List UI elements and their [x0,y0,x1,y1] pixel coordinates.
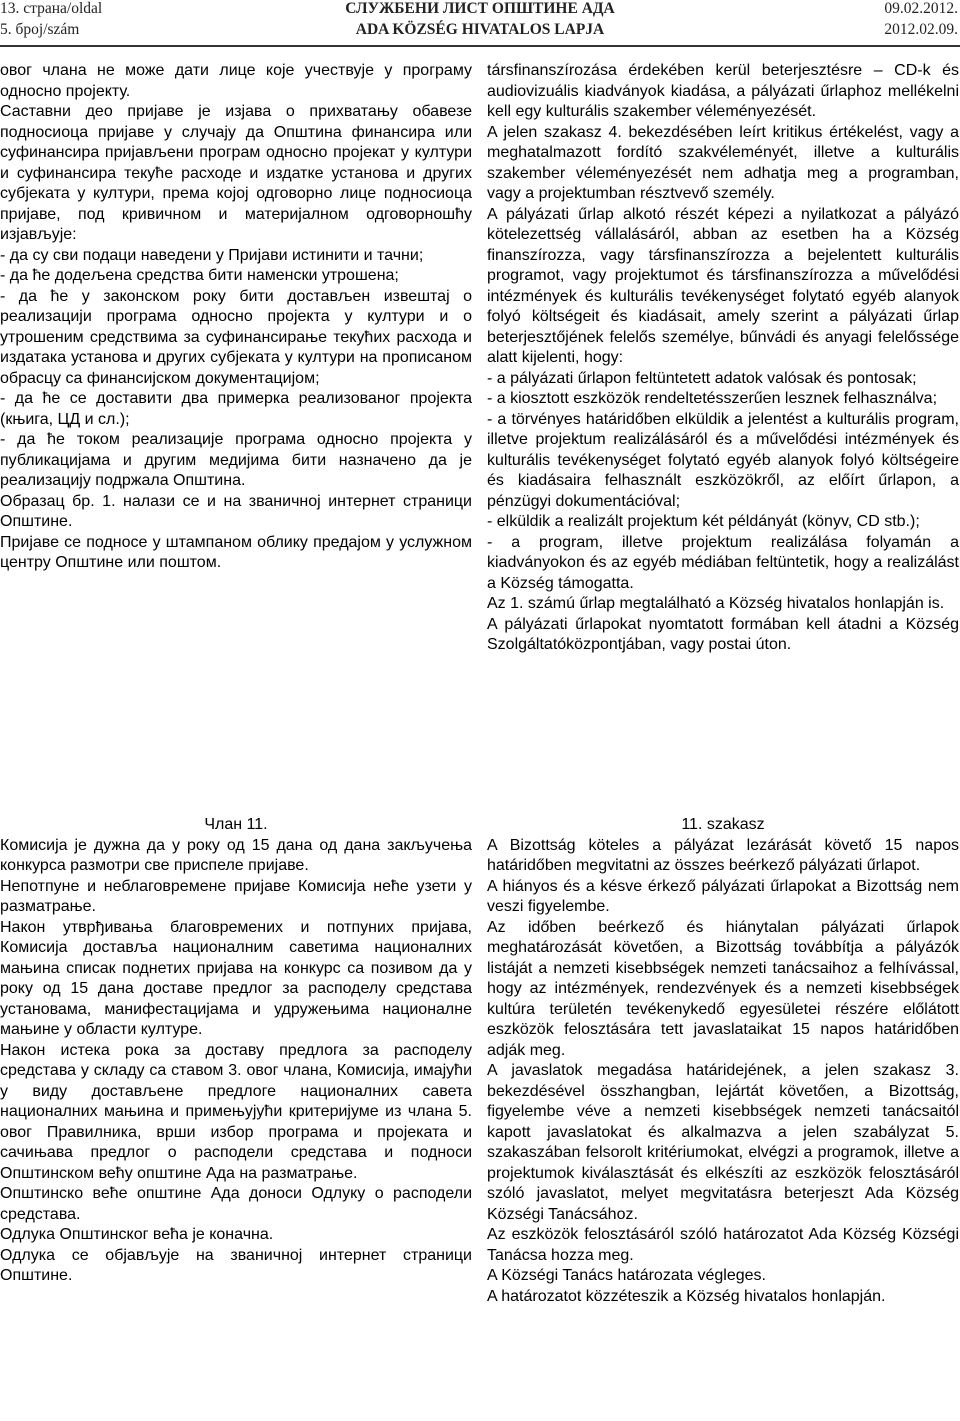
paragraph: A határozatot közzéteszik a Község hivatalos honlapján. [487,1287,886,1305]
list-item: - да ће у законском року бити достављен извештај о реализацији програма односно пројекта у култури и о утрошеним средствима за суфинансирање текућих расхода и издатака установа и других субјеката у култури на прописаном обрасцу са финансијском документацијом; [0,287,472,387]
header-row-hungarian [0,21,960,41]
paragraph: Непотпуне и неблаговремене пријаве Комисија неће узети у разматрање. [0,877,472,915]
list-item: - a pályázati űrlapon feltüntetett adatok valósak és pontosak; [487,369,917,387]
paragraph: овог члана не може дати лице које учествује у програму односно пројекту. [0,62,472,100]
list-item: - да ће додељена средства бити наменски утрошена; [0,267,399,284]
paragraph: Образац бр. 1. налази се и на званичној интернет страници Општине. [0,492,472,530]
list-item: - a program, illetve projektum realizálása folyamán a kiadványokon és az egyéb médiában feltüntetik, hogy a realizálást a Község támogatta. [487,533,959,592]
list-item: - a kiosztott eszközök rendeltetésszerűen lesznek felhasználva; [487,390,938,407]
publication-date-serbian: 09.02.2012. [884,0,958,17]
paragraph: A hiányos és a késve érkező pályázati űrlapokat a Bizottság nem veszi figyelembe. [487,877,959,915]
header-row-serbian [0,0,960,20]
publication-title-hungarian: ADA KÖZSÉG HIVATALOS LAPJA [355,21,605,38]
paragraph: A pályázati űrlapokat nyomtatott formában kell átadni a Község Szolgáltatóközpontjában, vagy postai úton. [487,615,959,653]
paragraph: A Községi Tanács határozata végleges. [487,1267,766,1284]
page-header [0,0,960,48]
list-item: - elküldik a realizált projektum két példányát (könyv, CD stb.); [487,513,920,530]
paragraph: Општинско веће општине Ада доноси Одлуку о расподели средстава. [0,1185,472,1223]
paragraph: A pályázati űrlap alkotó részét képezi a nyilatkozat a pályázó kötelezettség vállalásáról, abban az esetben ha a Község finanszírozza, vagy társfinanszírozza a bejelentett kulturális programot, vagy projektumot és társfinanszírozza a művelődési intézmények és kulturális tevékenységet folytató egyéb alanyok folyó költségeit és kiadásait, amely szerint a pályázati űrlap beterjesztőjének felelős személye, bűnvádi és anyagi felelőssége alatt kijelenti, hogy: [487,205,959,366]
serbian-column-article-11 [0,815,472,1287]
paragraph: Након утврђивања благовремених и потпуних пријава, Комисија доставља националним саветима националних мањина списак поднетих пријава на конкурс са позивом да у року од 15 дана доставе предлог за расподелу средстава установама, манифестацијама и удружењима националне мањине у области културе. [0,918,472,1038]
page-number: 13. страна/oldal [0,0,103,17]
paragraph: Комисија је дужна да у року од 15 дана од дана закључења конкурса размотри све приспеле пријаве. [0,836,472,874]
publication-date-hungarian: 2012.02.09. [884,21,958,38]
header-divider [0,45,960,47]
paragraph: Саставни део пријаве је изјава о прихватању обавезе подносиоца пријаве у случају да Општина финансира или суфинансира пријављени програм односно пројекат у култури и суфинансира текуће расходе и издатке установа и других субјеката у култури, према којој одговорно лице подносиоца пријаве, под кривичном и материјалном одговорношћу изјављује: [0,103,472,243]
list-item: - да ће се доставити два примерка реализованог пројекта (књига, ЦД и сл.); [0,390,472,428]
list-item: - да су сви подаци наведени у Пријави истинити и тачни; [0,246,424,264]
paragraph: Пријаве се подносе у штампаном облику предајом у услужном центру Општине или поштом. [0,533,472,571]
hungarian-column-article-11 [487,815,959,1307]
paragraph: A jelen szakasz 4. bekezdésében leírt kritikus értékelést, vagy a meghatalmazott fordító szakvéleményét, illetve a kulturális szakember véleményezését nem adhatja meg a programban, vagy a projektumban résztvevő személy. [487,123,959,202]
paragraph: Одлука Општинског већа је коначна. [0,1226,274,1243]
paragraph: Az 1. számú űrlap megtalálható a Község hivatalos honlapján is. [487,595,945,612]
issue-number: 5. број/szám [0,21,80,38]
article-heading: 11. szakasz [681,816,765,833]
list-item: - да ће током реализације програма односно пројекта у публикацијама и другим медијима бити назначено да је реализацију подржала Општина. [0,431,472,489]
serbian-column-top [0,61,472,574]
paragraph: A Bizottság köteles a pályázat lezárását követő 15 napos határidőben megvitatni az összes beérkező pályázati űrlapot. [487,836,959,874]
article-heading: Члан 11. [204,816,268,833]
paragraph: társfinanszírozása érdekében kerül beterjesztésre – CD-k és audiovizuális kiadványok kiadása, a pályázati űrlaphoz mellékelni kell egy kulturális szakember véleményezését. [487,62,959,120]
list-item: - a törvényes határidőben elküldik a jelentést a kulturális program, illetve projektum realizálásáról és a művelődési intézmények és kulturális tevékenységet folytató egyéb alanyok folyó költségeire és kiadásaira felhasznált eszközökről, az előírt űrlapon, a pénzügyi dokumentációval; [487,410,959,510]
hungarian-column-top [487,61,959,656]
paragraph: A javaslatok megadása határidejének, a jelen szakasz 3. bekezdésével összhangban, lejártát követően, a Bizottság, figyelembe véve a nemzeti kisebbségek nemzeti tanácsaitól kapott javaslatokat és alkalmazva a jelen szabályzat 5. szakaszában felsorolt kritériumokat, elvégzi a programok, illetve a projektumok kiválasztását és elkészíti az eszközök felosztásáról szóló javaslatot, melyet megvitatásra beterjeszt Ada Község Községi Tanácsához. [487,1062,959,1223]
paragraph: Одлука се објављује на званичној интернет страници Општине. [0,1246,472,1284]
publication-title-serbian: СЛУЖБЕНИ ЛИСТ ОПШТИНЕ АДА [345,0,615,17]
paragraph: Az időben beérkező és hiánytalan pályázati űrlapok meghatározását követően, a Bizottság továbbítja a pályázók listáját a nemzeti kisebbségek nemzeti tanácsaihoz a felhívással, hogy az intézmények, rendezvények és a nemzeti kisebbségek kultúra területén tevékenykedő egyesületei részére előlátott eszközök felosztására tett javaslataikat 15 napos határidőben adják meg. [487,918,959,1059]
paragraph: Az eszközök felosztásáról szóló határozatot Ada Község Községi Tanácsa hozza meg. [487,1226,959,1264]
paragraph: Након истека рока за доставу предлога за расподелу средстава у складу са ставом 3. овог члана, Комисија, имајући у виду достављене предлоге националних савета националних мањина и примењујући критеријуме из члана 5. овог Правилника, врши избор програма и пројеката и сачињава предлог о расподели средстава и подноси Општинском већу општине Ада на разматрање. [0,1041,472,1182]
